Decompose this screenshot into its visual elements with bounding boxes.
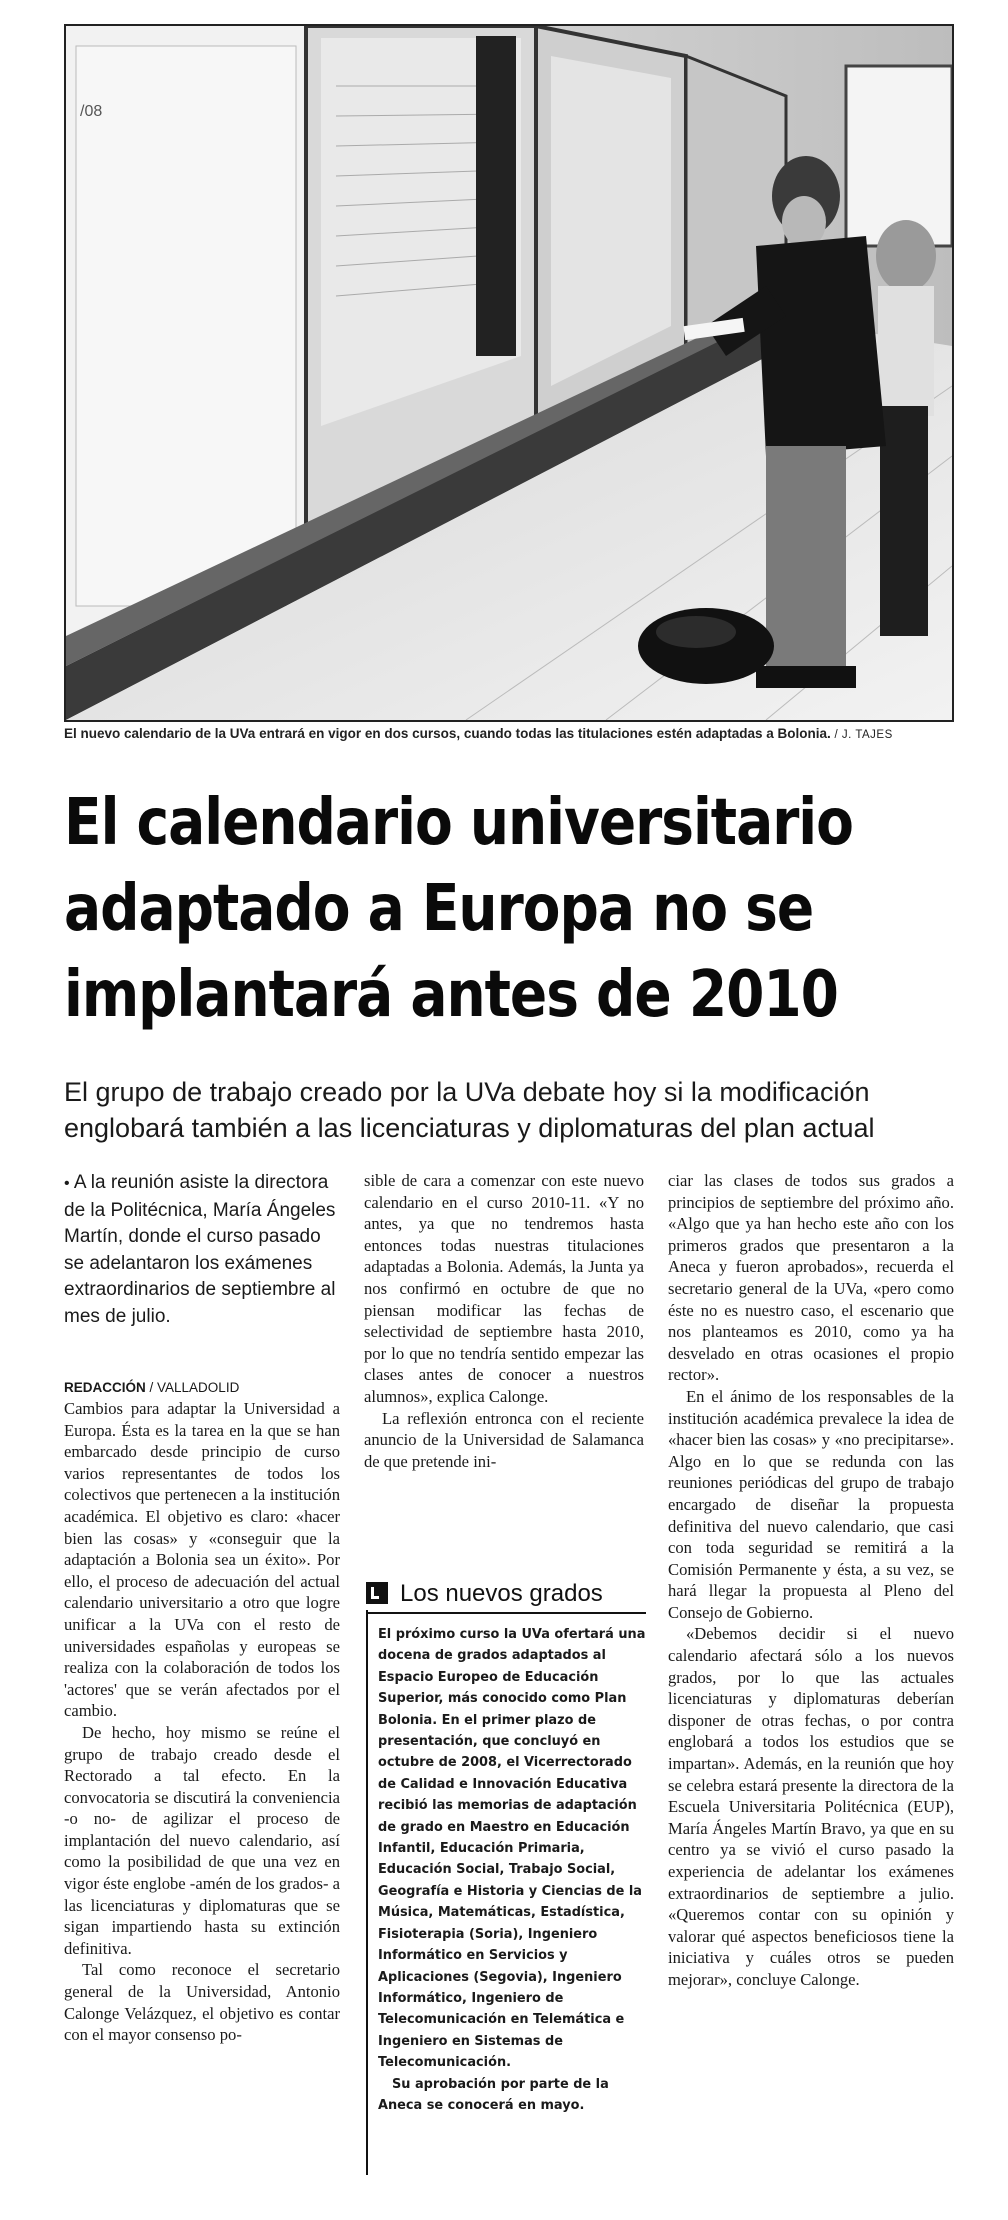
photo-caption-text: El nuevo calendario de la UVa entrará en vigor en dos cursos, cuando todas las titulaciones estén adaptadas a Bolonia. xyxy=(64,726,831,741)
article-headline xyxy=(64,780,967,1038)
body-paragraph: ciar las clases de todos sus grados a principios de septiembre del próximo año. «Algo que ya han hecho este año con los primeros grados que presentaron a la Aneca y fueron aprobados», recuerda el secretario general de la UVa, «pero como éste no es nuestro caso, el escenario que nos planteamos es 2010, como ya ha desvelado en otras ocasiones el propio rector». xyxy=(668,1171,954,1385)
wall-sign: /08 xyxy=(80,103,103,120)
lead-text: A la reunión asiste la directora de la Politécnica, María Ángeles Martín, donde el curso pasado se adelantaron los exámenes extraordinarios de septiembre al mes de julio. xyxy=(64,1172,336,1327)
photo-credit: / J. TAJES xyxy=(834,729,893,741)
byline-org: REDACCIÓN xyxy=(64,1380,146,1395)
sidebar-paragraph: Su aprobación por parte de la Aneca se conocerá en mayo. xyxy=(378,2076,609,2113)
sidebar-header xyxy=(366,1578,646,1614)
body-paragraph: sible de cara a comenzar con este nuevo calendario en el curso 2010-11. «Y no antes, ya que no tendremos hasta entonces todas nuestras titulaciones adaptadas a Bolonia. Además, la Junta ya nos confirmó en octubre de que no piensan modificar las fechas de selectividad de septiembre hasta 2010, por lo que no tendría sentido empezar las clases antes de conocer a nuestros alumnos», explica Calonge. xyxy=(364,1171,644,1406)
photo-caption xyxy=(64,726,954,741)
body-paragraph: Cambios para adaptar la Universidad a Europa. Ésta es la tarea en la que se han embarcado desde principio de curso varios representantes de todos los colectivos que pertenecen a la institución académica. El objetivo es claro: «hacer bien las cosas» y «conseguir que la adaptación a Bolonia sea un éxito». Por ello, el proceso de adecuación del actual calendario universitario a otro que logre unificar a la UVa con el resto de universidades españolas y europeas se realiza con la colaboración de todos los 'actores' que se verán afectados por el cambio. xyxy=(64,1399,340,1721)
article-photo xyxy=(64,24,954,722)
article-subhead: El grupo de trabajo creado por la UVa debate hoy si la modificación englobará también a las licenciaturas y diplomaturas del plan actual xyxy=(64,1077,875,1143)
students-at-notice-board-photo xyxy=(66,26,952,720)
sidebar-body xyxy=(366,1624,646,2116)
sidebar-box xyxy=(366,1578,646,2116)
section-marker-icon xyxy=(366,1582,388,1604)
headline-line-2: adaptado a Europa no se xyxy=(64,872,814,946)
body-paragraph: En el ánimo de los responsables de la institución académica prevalece la idea de «hacer bien las cosas» y «no precipitarse». Algo en lo que se redunda con las reuniones periódicas del grupo de trabajo encargado de diseñar la propuesta definitiva del nuevo calendario, que casi con toda seguridad se remitirá a la Comisión Permanente y ésta, a su vez, se hará llegar la propuesta al Pleno del Consejo de Gobierno. xyxy=(668,1386,954,1622)
body-paragraph: Tal como reconoce el secretario general de la Universidad, Antonio Calonge Velázquez, el objetivo es contar con el mayor consenso po- xyxy=(64,1960,340,2045)
sidebar-rule xyxy=(366,1610,368,2175)
article-column-2 xyxy=(364,1170,644,1472)
article-column-1 xyxy=(64,1170,340,2046)
body-paragraph: «Debemos decidir si el nuevo calendario afectará sólo a los nuevos grados, por lo que las actuales licenciaturas y diplomaturas deberían disponer de otras fechas, o por contra englobará a todos los estudios que se impartan». Además, en la reunión que hoy se celebra estará presente la directora de la Escuela Universitaria Politécnica (EUP), María Ángeles Martín Bravo, ya que en su centro ya se vivió el curso pasado la experiencia de adelantar los exámenes extraordinarios de septiembre a julio. «Queremos contar con su opinión y valorar qué aspectos beneficiosos tiene la iniciativa y cuáles otros se pueden mejorar», concluye Calonge. xyxy=(668,1624,954,1989)
article-lead xyxy=(64,1170,340,1330)
sidebar-paragraph: El próximo curso la UVa ofertará una docena de grados adaptados al Espacio Europeo de Educación Superior, más conocido como Plan Bolonia. En el primer plazo de presentación, que concluyó en octubre de 2008, el Vicerrectorado de Calidad e Innovación Educativa recibió las memorias de adaptación de grado en Maestro en Educación Infantil, Educación Primaria, Educación Social, Trabajo Social, Geografía e Historia y Ciencias de la Música, Matemáticas, Estadística, Fisioterapia (Soria), Ingeniero Informático en Servicios y Aplicaciones (Segovia), Ingeniero Informático, Ingeniero de Telecomunicación en Telemática e Ingeniero en Sistemas de Telecomunicación. xyxy=(378,1627,646,2071)
sidebar-title: Los nuevos grados xyxy=(400,1580,603,1607)
body-paragraph: La reflexión entronca con el reciente anuncio de la Universidad de Salamanca de que pretende ini- xyxy=(364,1408,644,1471)
body-paragraph: De hecho, hoy mismo se reúne el grupo de trabajo creado desde el Rectorado a tal efecto. En la convocatoria se discutirá la conveniencia -o no- de agilizar el proceso de implantación del nuevo calendario, así como la posibilidad de que una vez en vigor éste englobe -amén de los grados- a las licenciaturas y diplomaturas que se sigan impartiendo hasta su extinción definitiva. xyxy=(64,1722,341,1958)
bullet-icon: • xyxy=(64,1175,70,1192)
byline-place: / VALLADOLID xyxy=(149,1380,240,1395)
byline xyxy=(64,1378,340,1398)
headline-line-3: implantará antes de 2010 xyxy=(64,958,838,1032)
article-column-3 xyxy=(668,1170,954,1991)
headline-line-1: El calendario universitario xyxy=(64,786,853,860)
